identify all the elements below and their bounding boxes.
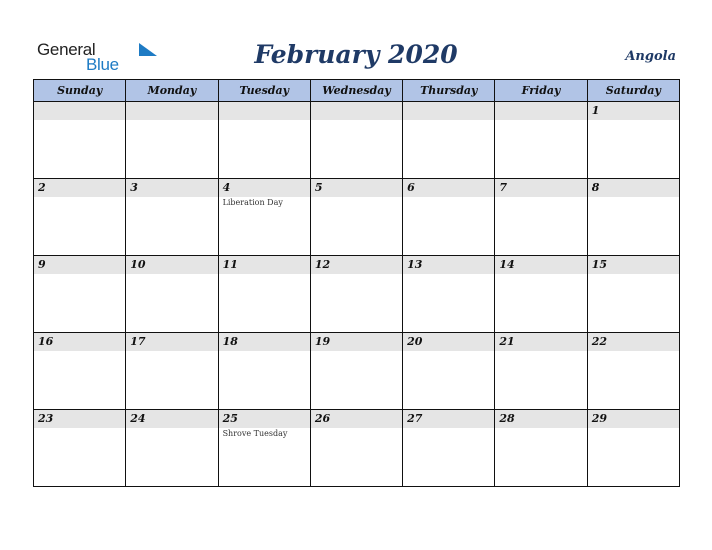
day-number: 29 xyxy=(588,410,679,428)
day-number: 21 xyxy=(495,333,586,351)
logo-word-blue: Blue xyxy=(86,55,119,74)
day-number: 18 xyxy=(219,333,310,351)
day-cell[interactable] xyxy=(495,102,587,179)
day-cell[interactable] xyxy=(310,333,402,410)
day-number xyxy=(126,102,217,120)
day-number: 16 xyxy=(34,333,125,351)
weekday-sunday: Sunday xyxy=(34,80,126,102)
day-number xyxy=(311,102,402,120)
day-number: 7 xyxy=(495,179,586,197)
day-number xyxy=(219,102,310,120)
day-cell[interactable] xyxy=(218,333,310,410)
holiday-event: Liberation Day xyxy=(222,198,283,207)
day-number: 2 xyxy=(34,179,125,197)
day-cell[interactable] xyxy=(403,333,495,410)
day-number xyxy=(495,102,586,120)
holiday-event: Shrove Tuesday xyxy=(222,429,288,438)
day-number: 22 xyxy=(588,333,679,351)
day-cell[interactable] xyxy=(34,410,126,487)
day-cell[interactable] xyxy=(34,256,126,333)
day-cell[interactable] xyxy=(218,179,310,256)
day-number: 15 xyxy=(588,256,679,274)
day-cell[interactable] xyxy=(495,256,587,333)
day-number: 19 xyxy=(311,333,402,351)
day-number: 10 xyxy=(126,256,217,274)
day-number: 3 xyxy=(126,179,217,197)
day-cell[interactable] xyxy=(126,256,218,333)
day-cell[interactable] xyxy=(126,410,218,487)
day-number: 5 xyxy=(311,179,402,197)
weekday-friday: Friday xyxy=(495,80,587,102)
day-number: 8 xyxy=(588,179,679,197)
day-number: 28 xyxy=(495,410,586,428)
day-cell[interactable] xyxy=(310,410,402,487)
day-cell[interactable] xyxy=(587,179,679,256)
week-row xyxy=(34,410,680,487)
calendar-grid xyxy=(33,79,680,487)
day-cell[interactable] xyxy=(218,256,310,333)
day-cell[interactable] xyxy=(587,256,679,333)
day-cell[interactable] xyxy=(34,179,126,256)
weekday-wednesday: Wednesday xyxy=(310,80,402,102)
day-cell[interactable] xyxy=(403,102,495,179)
day-number: 24 xyxy=(126,410,217,428)
day-number xyxy=(34,102,125,120)
day-number xyxy=(403,102,494,120)
weekday-thursday: Thursday xyxy=(403,80,495,102)
day-number: 6 xyxy=(403,179,494,197)
day-cell[interactable] xyxy=(218,410,310,487)
day-number: 14 xyxy=(495,256,586,274)
day-cell[interactable] xyxy=(587,333,679,410)
day-cell[interactable] xyxy=(495,179,587,256)
day-cell[interactable] xyxy=(310,256,402,333)
day-number: 26 xyxy=(311,410,402,428)
weekday-header-row xyxy=(34,80,680,102)
day-cell[interactable] xyxy=(126,102,218,179)
day-number: 11 xyxy=(219,256,310,274)
logo-triangle-icon xyxy=(139,43,157,56)
day-cell[interactable] xyxy=(403,410,495,487)
logo-word-general: General xyxy=(37,40,96,59)
day-cell[interactable] xyxy=(587,102,679,179)
day-number: 12 xyxy=(311,256,402,274)
day-cell[interactable] xyxy=(403,256,495,333)
day-cell[interactable] xyxy=(495,333,587,410)
day-number: 13 xyxy=(403,256,494,274)
generalblue-logo xyxy=(37,40,127,74)
weekday-monday: Monday xyxy=(126,80,218,102)
day-number: 4 xyxy=(219,179,310,197)
day-number: 9 xyxy=(34,256,125,274)
country-label: Angola xyxy=(625,49,676,64)
week-row xyxy=(34,179,680,256)
day-cell[interactable] xyxy=(34,333,126,410)
week-row xyxy=(34,333,680,410)
day-cell[interactable] xyxy=(587,410,679,487)
week-row xyxy=(34,102,680,179)
page-title: February 2020 xyxy=(254,40,458,69)
day-number: 27 xyxy=(403,410,494,428)
day-cell[interactable] xyxy=(310,179,402,256)
day-number: 23 xyxy=(34,410,125,428)
day-cell[interactable] xyxy=(403,179,495,256)
weekday-saturday: Saturday xyxy=(587,80,679,102)
day-cell[interactable] xyxy=(495,410,587,487)
day-cell[interactable] xyxy=(310,102,402,179)
week-row xyxy=(34,256,680,333)
day-cell[interactable] xyxy=(126,179,218,256)
day-cell[interactable] xyxy=(34,102,126,179)
day-number: 17 xyxy=(126,333,217,351)
day-cell[interactable] xyxy=(126,333,218,410)
day-number: 1 xyxy=(588,102,679,120)
day-cell[interactable] xyxy=(218,102,310,179)
weekday-tuesday: Tuesday xyxy=(218,80,310,102)
day-number: 25 xyxy=(219,410,310,428)
day-number: 20 xyxy=(403,333,494,351)
